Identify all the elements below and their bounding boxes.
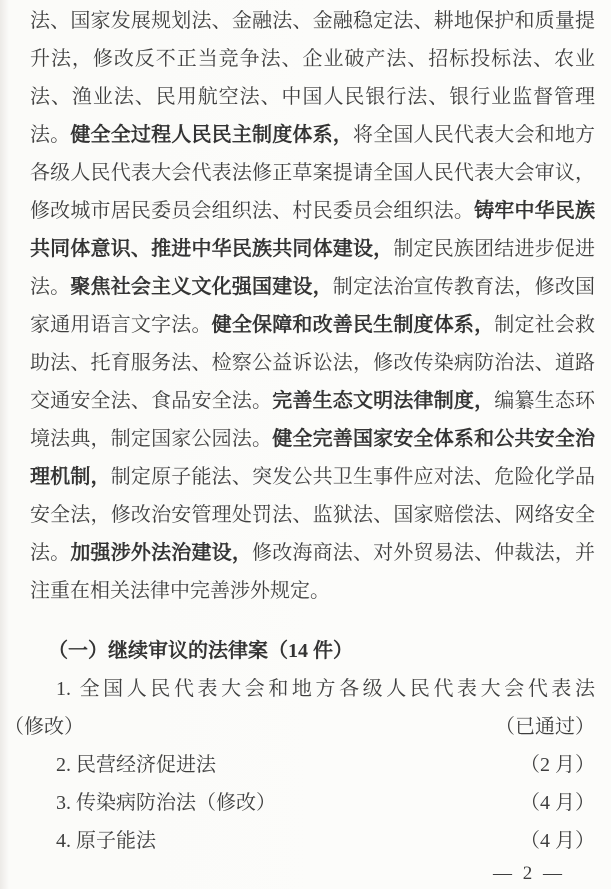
item-row	[30, 746, 595, 784]
body-text: 法、渔业法、民用航空法、中国人民银行法、银行业监督管理	[30, 86, 595, 108]
item-status: （2 月）	[520, 754, 595, 776]
page-content	[4, 2, 596, 860]
page-number: — 2 —	[493, 863, 565, 884]
bold-text: 铸牢中华民族	[474, 200, 596, 222]
body-text: 法、国家发展规划法、金融法、金融稳定法、耕地保护和质量提	[30, 10, 595, 32]
bold-text: 健全保障和改善民生制度体系，	[211, 314, 495, 336]
intro-paragraph	[30, 2, 595, 610]
body-line	[30, 192, 595, 230]
bold-text: 聚焦社会主义文化强国建设，	[70, 276, 333, 298]
body-line	[30, 78, 595, 116]
body-text: 编纂生态环	[494, 390, 596, 412]
body-text: 境法典，制定国家公园法。	[30, 428, 273, 450]
bold-text: 健全全过程人民民主制度体系，	[70, 124, 353, 146]
body-line	[30, 344, 595, 382]
item-row	[30, 784, 595, 822]
item-title: 2. 民营经济促进法	[56, 754, 216, 776]
body-line	[30, 458, 595, 496]
body-text: 制定法治宣传教育法，修改国	[332, 276, 596, 298]
body-text: 各级人民代表大会代表法修正草案提请全国人民代表大会审议，	[30, 162, 595, 184]
section-heading: （一）继续审议的法律案（14 件）	[48, 640, 353, 662]
body-text: 将全国人民代表大会和地方	[352, 124, 596, 146]
item-title: （修改）	[4, 716, 84, 738]
body-line	[30, 230, 595, 268]
body-line	[30, 382, 595, 420]
bold-text: 完善生态文明法律制度，	[272, 390, 495, 412]
bill-list	[4, 670, 595, 860]
body-line	[30, 306, 595, 344]
item-row	[4, 708, 595, 746]
bold-text: 共同体意识、推进中华民族共同体建设，	[30, 238, 394, 260]
body-text: 升法，修改反不正当竞争法、企业破产法、招标投标法、农业	[30, 48, 595, 70]
item-title: 1. 全国人民代表大会和地方各级人民代表大会代表法	[56, 678, 595, 700]
body-text: 修改海商法、对外贸易法、仲裁法，并	[252, 542, 596, 564]
item-title: 3. 传染病防治法（修改）	[56, 792, 276, 814]
body-text: 制定社会救	[494, 314, 596, 336]
body-line	[30, 572, 595, 610]
body-line	[30, 268, 595, 306]
body-text: 助法、托育服务法、检察公益诉讼法，修改传染病防治法、道路	[30, 352, 595, 374]
body-line	[30, 534, 595, 572]
bold-text: 健全完善国家安全体系和公共安全治	[272, 428, 596, 450]
body-line	[30, 116, 595, 154]
list-item	[4, 670, 595, 746]
body-line	[30, 496, 595, 534]
bold-text: 加强涉外法治建设，	[70, 542, 253, 564]
body-text: 家通用语言文字法。	[30, 314, 212, 336]
list-item	[30, 746, 595, 784]
bold-text: 理机制，	[30, 466, 111, 488]
item-status: （4 月）	[520, 792, 595, 814]
body-text: 注重在相关法律中完善涉外规定。	[30, 580, 330, 602]
body-line	[30, 2, 595, 40]
item-status: （已通过）	[495, 716, 595, 738]
list-item	[30, 784, 595, 822]
list-item	[30, 822, 595, 860]
item-row	[30, 822, 595, 860]
body-text: 制定民族团结进步促进	[393, 238, 596, 260]
body-text: 修改城市居民委员会组织法、村民委员会组织法。	[30, 200, 475, 222]
item-status: （4 月）	[520, 830, 595, 852]
body-text: 法。	[30, 542, 71, 564]
body-text: 安全法，修改治安管理处罚法、监狱法、国家赔偿法、网络安全	[30, 504, 595, 526]
body-text: 法。	[30, 276, 71, 298]
body-line	[30, 154, 595, 192]
body-line	[30, 40, 595, 78]
body-text: 交通安全法、食品安全法。	[30, 390, 273, 412]
body-text: 法。	[30, 124, 71, 146]
body-line	[30, 420, 595, 458]
item-title: 4. 原子能法	[56, 830, 156, 852]
body-text: 制定原子能法、突发公共卫生事件应对法、危险化学品	[110, 466, 596, 488]
